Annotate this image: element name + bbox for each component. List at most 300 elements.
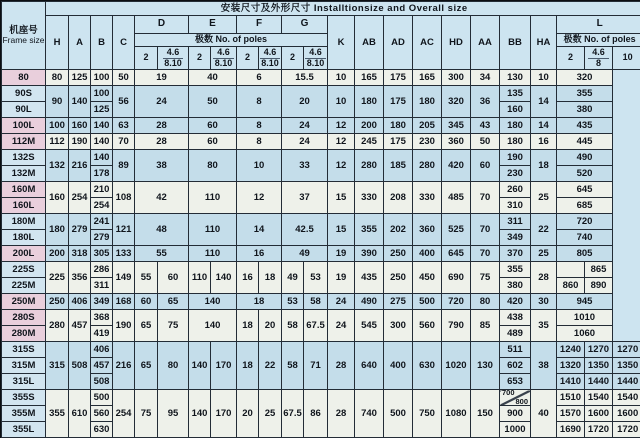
table-cell: 900 <box>500 406 531 422</box>
frame-size-label: 225S <box>2 262 46 278</box>
table-cell: 42.5 <box>282 214 328 246</box>
table-cell: 200 <box>355 118 384 134</box>
table-cell: 28 <box>135 134 189 150</box>
col-header-G: G <box>282 16 328 34</box>
table-cell: 208 <box>384 182 413 214</box>
pole-sub-bottom: 8.10 <box>214 57 233 68</box>
table-cell: 10 <box>237 150 282 182</box>
frame-size-label: 180L <box>2 230 46 246</box>
table-cell: 58 <box>282 310 304 342</box>
table-row <box>2 342 640 358</box>
table-cell: 165 <box>413 70 442 86</box>
table-cell: 8 <box>237 86 282 118</box>
table-cell: 24 <box>328 294 355 310</box>
table-cell: 260 <box>500 182 531 198</box>
table-cell: 16 <box>237 246 282 262</box>
table-cell: 18 <box>237 342 259 390</box>
table-cell: 435 <box>557 118 613 134</box>
table-cell: 50 <box>189 86 237 118</box>
table-cell: 360 <box>413 214 442 246</box>
table-cell: 740 <box>557 230 613 246</box>
table-cell: 40 <box>531 390 557 438</box>
pole-sub-top: 4.6 <box>305 48 326 58</box>
table-cell: 53 <box>304 262 328 294</box>
table-cell: 16 <box>531 134 557 150</box>
table-cell: 489 <box>500 326 531 342</box>
pole-sub-bottom: 8.10 <box>164 57 182 68</box>
table-cell: 1600 <box>613 406 640 422</box>
table-cell: 24 <box>282 118 328 134</box>
table-cell: 80 <box>158 342 189 390</box>
table-cell: 108 <box>113 182 135 214</box>
table-cell: 65 <box>135 342 158 390</box>
table-cell: 602 <box>500 358 531 374</box>
frame-size-header <box>2 2 46 70</box>
table-cell: 12 <box>328 150 355 182</box>
column-letter-row <box>2 16 640 34</box>
table-row <box>2 246 640 262</box>
col-header-BB: BB <box>500 16 531 70</box>
table-cell: 1720 <box>613 422 640 438</box>
table-cell: 1510 <box>557 390 585 406</box>
table-cell: 1060 <box>557 326 613 342</box>
table-cell: 300 <box>384 310 413 342</box>
table-cell: 216 <box>113 342 135 390</box>
table-cell: 49 <box>282 262 304 294</box>
table-cell: 640 <box>355 342 384 390</box>
table-cell: 500 <box>91 390 113 406</box>
frame-size-label: 355S <box>2 390 46 406</box>
table-cell: 55 <box>135 262 158 294</box>
table-cell: 630 <box>413 342 442 390</box>
table-cell: 190 <box>69 134 91 150</box>
table-cell: 25 <box>531 246 557 262</box>
table-cell: 380 <box>500 278 531 294</box>
table-cell: 1350 <box>585 358 613 374</box>
table-cell: 305 <box>91 246 113 262</box>
table-cell: 12 <box>237 182 282 214</box>
table-cell: 490 <box>355 294 384 310</box>
table-cell: 165 <box>355 70 384 86</box>
table-cell: 70 <box>471 214 500 246</box>
table-cell: 508 <box>91 374 113 390</box>
table-cell: 149 <box>113 262 135 294</box>
table-cell: 250 <box>384 246 413 262</box>
table-cell: 100 <box>46 118 69 134</box>
table-cell: 190 <box>113 310 135 342</box>
table-cell: 60 <box>158 262 189 294</box>
table-cell: 33 <box>282 150 328 182</box>
table-cell: 67.5 <box>304 310 328 342</box>
table-cell: 216 <box>69 150 91 182</box>
table-cell: 70 <box>471 246 500 262</box>
frame-size-label: 280S <box>2 310 46 326</box>
frame-size-label: 90S <box>2 86 46 102</box>
table-cell: 485 <box>442 182 471 214</box>
pole-sub-4-6-8 <box>585 47 613 70</box>
table-cell: 355 <box>557 86 613 102</box>
table-cell: 560 <box>91 406 113 422</box>
table-cell: 125 <box>69 70 91 86</box>
table-cell: 435 <box>355 262 384 294</box>
table-cell: 160 <box>69 118 91 134</box>
table-cell: 18 <box>259 262 282 294</box>
table-cell: 241 <box>91 214 113 230</box>
table-cell: 254 <box>91 198 113 214</box>
pole-sub-bottom: 8.10 <box>261 57 279 68</box>
table-cell: 1270 <box>613 342 640 358</box>
table-cell: 280 <box>46 310 69 342</box>
pole-sub-2: 2 <box>189 47 211 70</box>
table-cell: 25 <box>531 182 557 214</box>
table-cell: 1350 <box>613 358 640 374</box>
table-cell: 1540 <box>585 390 613 406</box>
table-cell <box>500 390 531 406</box>
table-cell: 14 <box>237 214 282 246</box>
table-cell: 133 <box>113 246 135 262</box>
table-cell: 112 <box>46 134 69 150</box>
table-cell: 1410 <box>557 374 585 390</box>
table-cell: 100 <box>91 70 113 86</box>
table-cell: 653 <box>500 374 531 390</box>
table-cell: 8 <box>237 134 282 150</box>
table-cell: 890 <box>585 278 613 294</box>
table-cell <box>557 262 585 278</box>
table-cell: 53 <box>282 294 304 310</box>
table-cell: 740 <box>355 390 384 438</box>
table-body <box>2 70 640 438</box>
table-cell: 210 <box>91 182 113 198</box>
pole-sub-4-6-8-10 <box>211 47 237 70</box>
table-cell: 6 <box>237 70 282 86</box>
table-cell: 1080 <box>442 390 471 438</box>
table-cell: 1440 <box>585 374 613 390</box>
table-cell: 508 <box>69 342 91 390</box>
table-cell: 1320 <box>557 358 585 374</box>
table-cell: 30 <box>531 294 557 310</box>
table-cell: 37 <box>282 182 328 214</box>
table-row <box>2 86 640 102</box>
table-cell: 18 <box>237 294 282 310</box>
frame-size-label: 355L <box>2 422 46 438</box>
col-header-B: B <box>91 16 113 70</box>
table-cell: 250 <box>384 262 413 294</box>
table-cell: 140 <box>189 390 211 438</box>
table-cell: 12 <box>328 118 355 134</box>
table-cell: 67.5 <box>282 390 304 438</box>
table-cell: 320 <box>442 86 471 118</box>
table-row <box>2 150 640 166</box>
table-cell: 279 <box>69 214 91 246</box>
table-cell: 720 <box>442 294 471 310</box>
table-cell: 140 <box>189 294 237 310</box>
table-cell: 750 <box>413 390 442 438</box>
table-cell: 450 <box>413 262 442 294</box>
table-cell: 1440 <box>613 374 640 390</box>
table-cell: 22 <box>531 214 557 246</box>
col-header-H: H <box>46 16 69 70</box>
table-row <box>2 294 640 310</box>
table-cell: 20 <box>237 390 259 438</box>
table-cell: 349 <box>500 230 531 246</box>
table-cell: 286 <box>91 262 113 278</box>
table-cell: 330 <box>413 182 442 214</box>
table-cell: 200 <box>46 246 69 262</box>
table-cell: 58 <box>304 294 328 310</box>
spec-sheet <box>1 1 637 435</box>
table-cell: 110 <box>189 214 237 246</box>
frame-size-label: 200L <box>2 246 46 262</box>
table-cell: 56 <box>113 86 135 118</box>
table-cell: 135 <box>500 86 531 102</box>
table-cell: 420 <box>442 150 471 182</box>
table-cell: 38 <box>135 150 189 182</box>
table-cell: 60 <box>189 118 237 134</box>
table-cell: 63 <box>113 118 135 134</box>
table-cell: 202 <box>384 214 413 246</box>
table-cell: 190 <box>500 150 531 166</box>
table-cell: 178 <box>91 166 113 182</box>
frame-size-label: 160L <box>2 198 46 214</box>
table-cell: 690 <box>442 262 471 294</box>
table-cell: 22 <box>259 342 282 390</box>
col-header-AC: AC <box>413 16 442 70</box>
table-cell: 185 <box>384 150 413 182</box>
col-header-E: E <box>189 16 237 34</box>
table-cell: 380 <box>557 102 613 118</box>
table-cell: 168 <box>113 294 135 310</box>
table-cell: 511 <box>500 342 531 358</box>
table-cell: 438 <box>500 310 531 326</box>
pole-sub-10: 10 <box>613 47 640 70</box>
table-cell: 180 <box>500 118 531 134</box>
pole-sub-top: 4.6 <box>260 48 281 58</box>
pole-sub-4-6-8-10 <box>259 47 282 70</box>
col-header-L: L <box>557 16 640 34</box>
table-cell: 645 <box>442 246 471 262</box>
table-cell: 175 <box>384 134 413 150</box>
table-cell: 42 <box>135 182 189 214</box>
table-cell: 420 <box>500 294 531 310</box>
table-cell: 20 <box>259 310 282 342</box>
table-cell: 24 <box>328 310 355 342</box>
table-cell: 520 <box>557 166 613 182</box>
table-cell: 10 <box>531 70 557 86</box>
table-cell: 330 <box>355 182 384 214</box>
frame-size-label: 112M <box>2 134 46 150</box>
frame-size-label: 315M <box>2 358 46 374</box>
table-header <box>2 2 640 70</box>
table-cell: 1010 <box>557 310 613 326</box>
col-header-HA: HA <box>531 16 557 70</box>
table-cell: 60 <box>189 134 237 150</box>
table-cell: 525 <box>442 214 471 246</box>
table-cell: 48 <box>135 214 189 246</box>
table-cell: 10 <box>328 70 355 86</box>
table-cell: 349 <box>91 294 113 310</box>
table-cell: 12 <box>328 134 355 150</box>
table-cell: 50 <box>471 134 500 150</box>
frame-size-label: 225M <box>2 278 46 294</box>
table-cell: 28 <box>328 342 355 390</box>
frame-size-label: 132M <box>2 166 46 182</box>
frame-size-header-en: Frame size <box>2 35 45 46</box>
table-cell: 1690 <box>557 422 585 438</box>
table-cell: 400 <box>384 342 413 390</box>
table-cell: 368 <box>91 310 113 326</box>
table-cell <box>613 70 640 342</box>
frame-size-label: 132S <box>2 150 46 166</box>
title-row <box>2 2 640 16</box>
table-cell: 457 <box>69 310 91 342</box>
table-cell: 315 <box>46 342 69 390</box>
table-cell: 360 <box>442 134 471 150</box>
table-cell: 1000 <box>500 422 531 438</box>
table-cell: 10 <box>328 86 355 118</box>
col-header-AD: AD <box>384 16 413 70</box>
pole-sub-2: 2 <box>282 47 304 70</box>
table-cell: 38 <box>531 342 557 390</box>
table-cell: 355 <box>500 262 531 278</box>
table-cell: 250 <box>46 294 69 310</box>
table-cell: 805 <box>557 246 613 262</box>
table-title: 安装尺寸及外形尺寸 Installtionsize and Overall size <box>46 2 640 16</box>
table-cell: 311 <box>500 214 531 230</box>
table-cell: 140 <box>91 134 113 150</box>
table-row <box>2 70 640 86</box>
table-cell: 100 <box>91 86 113 102</box>
table-cell: 140 <box>189 342 211 390</box>
table-cell: 16 <box>237 262 259 294</box>
table-row <box>2 182 640 198</box>
table-cell: 175 <box>384 86 413 118</box>
frame-size-label: 160M <box>2 182 46 198</box>
frame-size-label: 250M <box>2 294 46 310</box>
table-cell: 311 <box>91 278 113 294</box>
table-cell: 630 <box>91 422 113 438</box>
table-cell: 25 <box>259 390 282 438</box>
table-cell: 18 <box>237 310 259 342</box>
pole-sub-top: 4.6 <box>213 48 234 58</box>
table-cell: 140 <box>211 262 237 294</box>
pole-sub-top: 4.6 <box>163 48 184 58</box>
table-cell: 275 <box>384 294 413 310</box>
table-cell: 1240 <box>557 342 585 358</box>
table-cell: 160 <box>500 102 531 118</box>
table-cell: 110 <box>189 246 237 262</box>
table-row <box>2 390 640 406</box>
table-cell: 14 <box>531 86 557 118</box>
table-cell: 945 <box>557 294 613 310</box>
table-cell: 140 <box>69 86 91 118</box>
table-cell: 50 <box>113 70 135 86</box>
pole-sub-top: 4.6 <box>588 48 609 58</box>
frame-size-label: 355M <box>2 406 46 422</box>
table-cell: 560 <box>413 310 442 342</box>
table-cell: 80 <box>471 294 500 310</box>
table-cell: 34 <box>471 70 500 86</box>
table-cell: 457 <box>91 358 113 374</box>
table-cell: 254 <box>69 182 91 214</box>
table-cell: 1540 <box>613 390 640 406</box>
table-cell: 70 <box>471 182 500 214</box>
table-row <box>2 262 640 278</box>
table-cell: 15 <box>328 182 355 214</box>
table-cell: 1600 <box>585 406 613 422</box>
table-cell: 279 <box>91 230 113 246</box>
table-cell: 43 <box>471 118 500 134</box>
table-cell: 60 <box>471 150 500 182</box>
table-cell: 720 <box>557 214 613 230</box>
table-cell: 280 <box>413 150 442 182</box>
table-cell: 370 <box>500 246 531 262</box>
table-cell: 19 <box>135 70 189 86</box>
table-cell: 40 <box>189 70 237 86</box>
table-cell: 71 <box>304 342 328 390</box>
table-cell: 170 <box>211 342 237 390</box>
table-cell: 8 <box>237 118 282 134</box>
table-cell: 28 <box>328 390 355 438</box>
table-cell: 205 <box>413 118 442 134</box>
table-cell: 15 <box>328 214 355 246</box>
table-cell: 132 <box>46 150 69 182</box>
frame-size-label: 100L <box>2 118 46 134</box>
table-cell: 406 <box>91 342 113 358</box>
table-cell: 125 <box>91 102 113 118</box>
table-cell: 345 <box>442 118 471 134</box>
col-header-A: A <box>69 16 91 70</box>
table-cell: 18 <box>531 150 557 182</box>
table-cell: 35 <box>531 310 557 342</box>
table-cell: 230 <box>500 166 531 182</box>
table-cell: 280 <box>355 150 384 182</box>
table-cell: 86 <box>304 390 328 438</box>
pole-sub-4-6-8-10 <box>304 47 328 70</box>
table-cell: 356 <box>69 262 91 294</box>
frame-size-label: 90L <box>2 102 46 118</box>
table-cell: 65 <box>158 294 189 310</box>
frame-size-header-zh: 机座号 <box>9 25 38 37</box>
table-cell: 865 <box>585 262 613 278</box>
table-cell: 19 <box>328 262 355 294</box>
col-header-D: D <box>135 16 189 34</box>
table-cell: 19 <box>328 246 355 262</box>
table-cell: 1270 <box>585 342 613 358</box>
table-cell: 130 <box>471 342 500 390</box>
table-cell: 1570 <box>557 406 585 422</box>
table-cell: 445 <box>557 134 613 150</box>
table-cell: 150 <box>471 390 500 438</box>
table-cell: 140 <box>189 310 237 342</box>
table-cell: 1020 <box>442 342 471 390</box>
table-cell: 130 <box>500 70 531 86</box>
pole-sub-2: 2 <box>237 47 259 70</box>
table-cell: 80 <box>189 150 237 182</box>
table-cell: 60 <box>135 294 158 310</box>
table-cell: 140 <box>91 118 113 134</box>
table-cell: 490 <box>557 150 613 166</box>
table-cell: 610 <box>69 390 91 438</box>
table-cell: 28 <box>531 262 557 294</box>
table-cell: 355 <box>46 390 69 438</box>
col-header-AA: AA <box>471 16 500 70</box>
pole-sub-2: 2 <box>135 47 158 70</box>
table-cell: 80 <box>46 70 69 86</box>
table-row <box>2 118 640 134</box>
col-header-F: F <box>237 16 282 34</box>
table-cell: 180 <box>46 214 69 246</box>
table-cell: 300 <box>442 70 471 86</box>
